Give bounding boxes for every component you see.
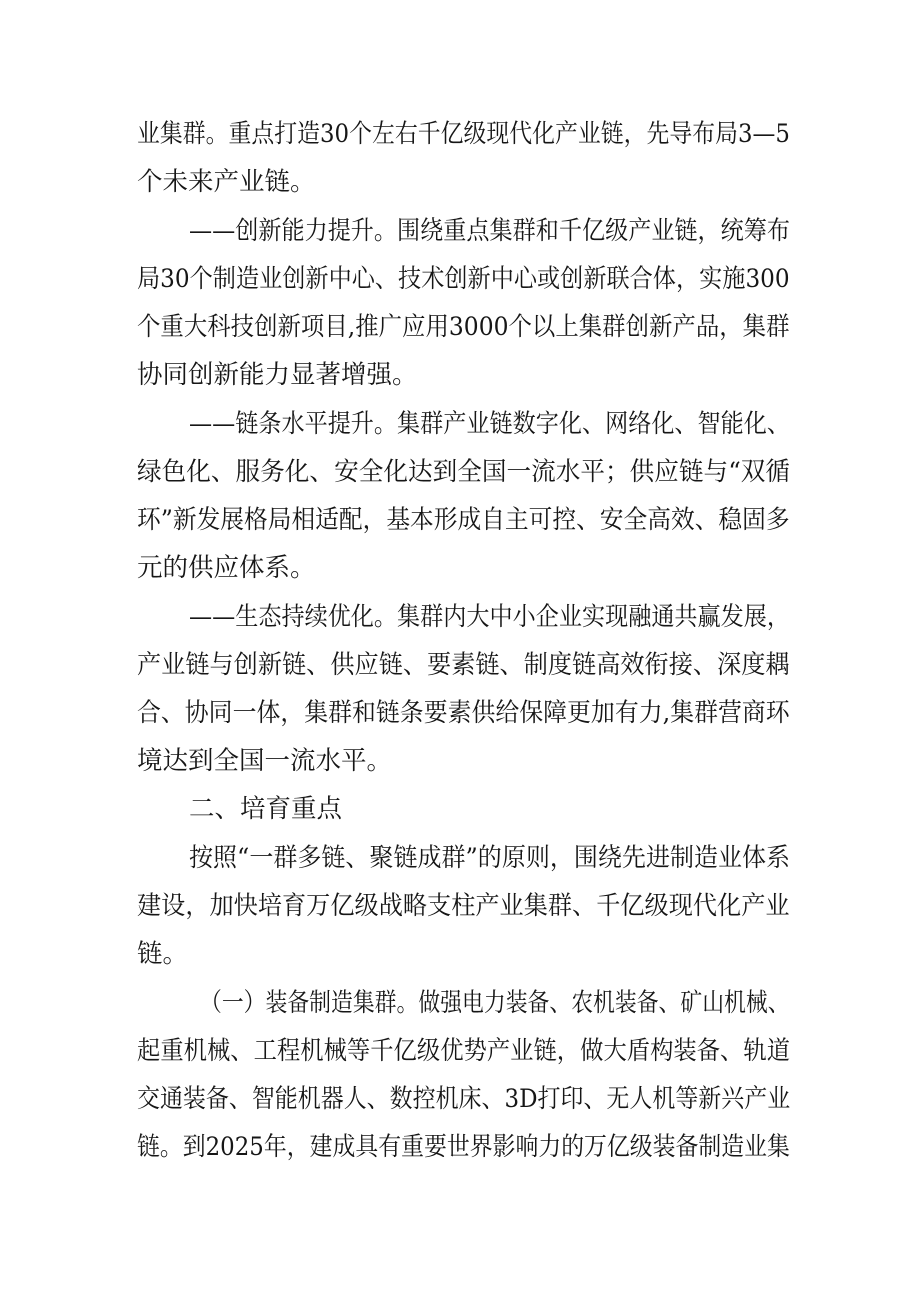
body-line: 局30个制造业创新中心、技术创新中心或创新联合体，实施300 (137, 264, 790, 294)
body-line: 境达到全国一流水平。 (137, 746, 393, 776)
body-line: 链。 (137, 939, 189, 969)
body-line: 合、协同一体，集群和链条要素供给保障更加有力,集群营商环 (137, 698, 790, 728)
body-line: 业集群。重点打造30个左右千亿级现代化产业链，先导布局3—5 (137, 119, 790, 149)
body-line: 起重机械、工程机械等千亿级优势产业链，做大盾构装备、轨道 (137, 1036, 791, 1066)
paragraph-equipment-start: （一）装备制造集群。做强电力装备、农机装备、矿山机械、 (200, 988, 790, 1018)
section-heading: 二、培育重点 (189, 794, 343, 824)
body-line: 链。到2025年，建成具有重要世界影响力的万亿级装备制造业集 (137, 1132, 790, 1162)
body-line: 个重大科技创新项目,推广应用3000个以上集群创新产品，集群 (137, 312, 790, 342)
paragraph-innovation-start: ——创新能力提升。围绕重点集群和千亿级产业链，统筹布 (189, 216, 791, 246)
body-line: 元的供应体系。 (137, 553, 316, 583)
paragraph-ecology-start: ——生态持续优化。集群内大中小企业实现融通共赢发展， (189, 602, 791, 632)
paragraph-principle-start: 按照“一群多链、聚链成群”的原则，围绕先进制造业体系 (189, 843, 791, 873)
body-line: 建设，加快培育万亿级战略支柱产业集群、千亿级现代化产业 (137, 891, 790, 921)
body-line: 个未来产业链。 (137, 167, 316, 197)
body-line: 交通装备、智能机器人、数控机床、3D打印、无人机等新兴产业 (137, 1084, 791, 1114)
paragraph-chain-start: ——链条水平提升。集群产业链数字化、网络化、智能化、 (189, 409, 791, 439)
body-line: 环”新发展格局相适配，基本形成自主可控、安全高效、稳固多 (137, 505, 790, 535)
body-line: 绿色化、服务化、安全化达到全国一流水平；供应链与“双循 (137, 457, 791, 487)
body-line: 产业链与创新链、供应链、要素链、制度链高效衔接、深度耦 (137, 650, 790, 680)
body-line: 协同创新能力显著增强。 (137, 360, 418, 390)
